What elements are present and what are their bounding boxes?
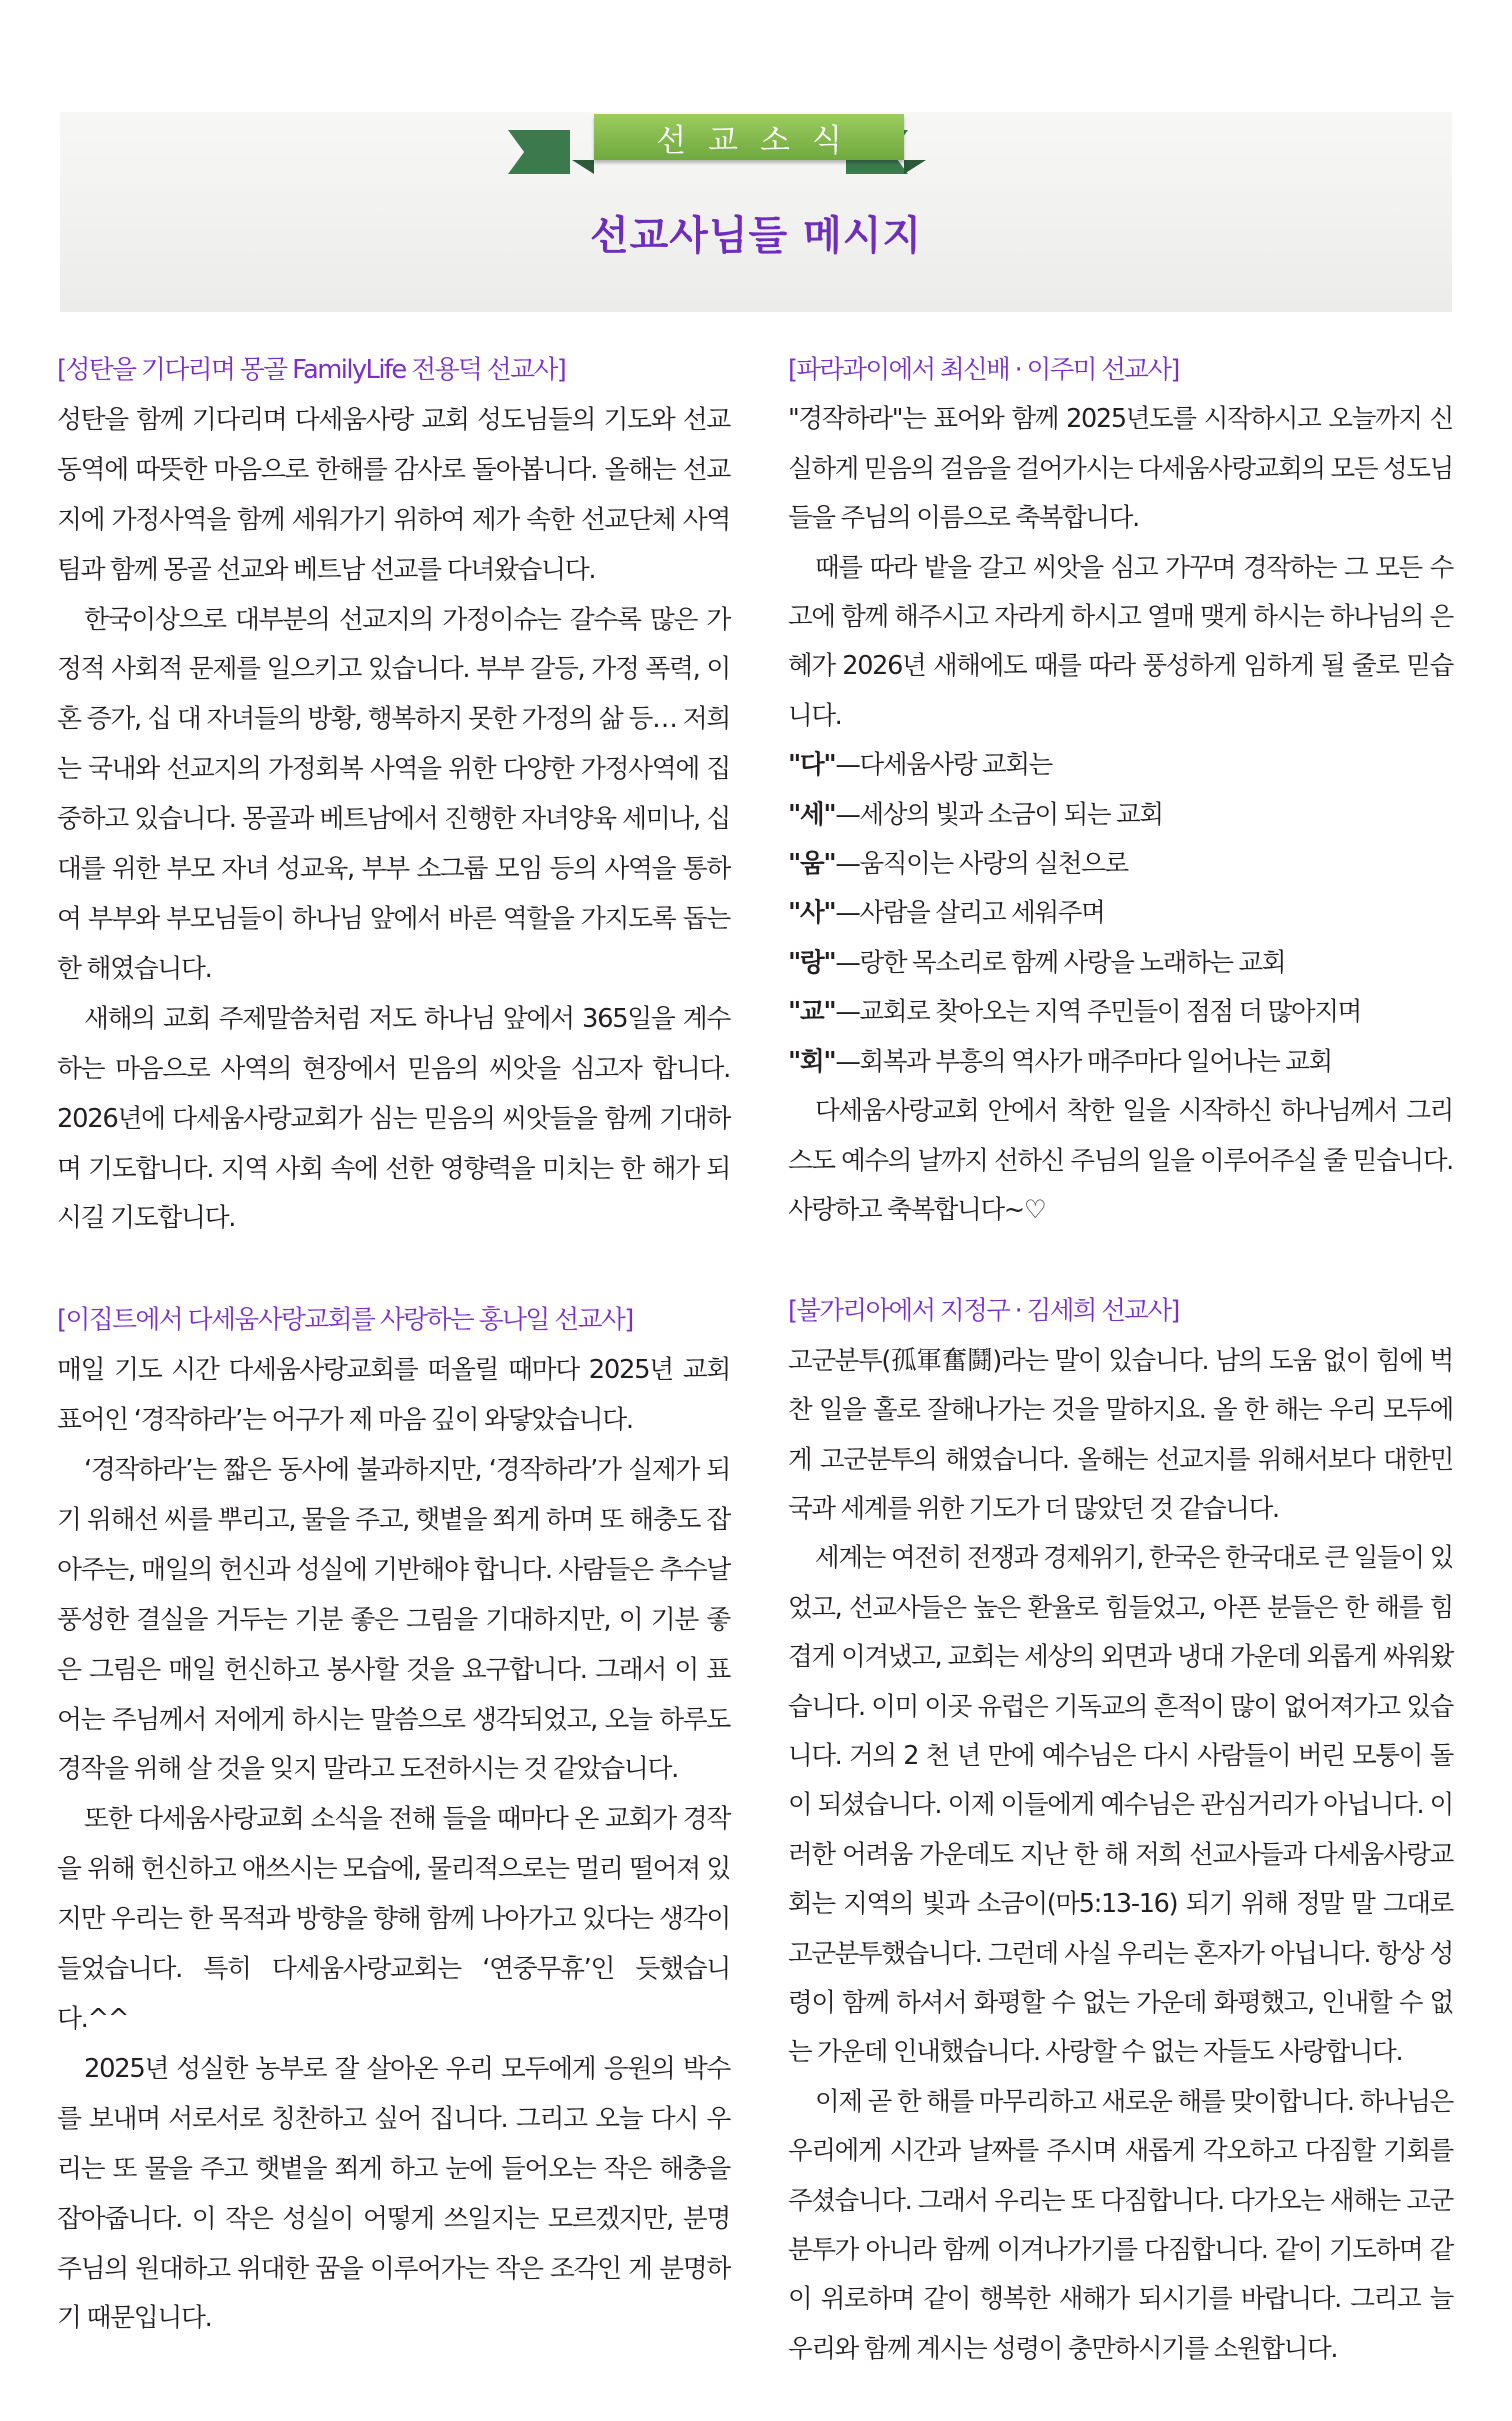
paragraph: ‘경작하라’는 짧은 동사에 불과하지만, ‘경작하라’가 실제가 되기 위해선 씨를 뿌리고, 물을 주고, 햇볕을 쬐게 하며 또 해충도 잡아주는, 매일의 헌신과 성실에 기반해야 합니다. 사람들은 추수날 풍성한 결실을 거두는 기분 좋은 그림을 기대하지만, 이 기분 좋은 그림은 매일 헌신하고 봉사할 것을 요구합니다. 그래서 이 표어는 주님께서 저에게 하시는 말씀으로 생각되었고, 오늘 하루도 경작을 위해 살 것을 잊지 말라고 도전하시는 것 같았습니다. (57, 1455, 730, 1785)
section-ribbon (508, 114, 908, 174)
motto-line: "세"—세상의 빛과 소금이 되는 교회 (788, 799, 1163, 830)
page-title: 선교사님들 메시지 (589, 213, 923, 259)
motto-line: "회"—회복과 부흥의 역사가 매주마다 일어나는 교회 (788, 1046, 1332, 1077)
section-title-bulgaria: [불가리아에서 지정구 · 김세희 선교사] (788, 1296, 1179, 1327)
paragraph: 다세움사랑교회 안에서 착한 일을 시작하신 하나님께서 그리스도 예수의 날까지 선하신 주님의 일을 이루어주실 줄 믿습니다. 사랑하고 축복합니다~♡ (788, 1096, 1453, 1225)
right-column (788, 346, 1453, 2374)
paragraph: 성탄을 함께 기다리며 다세움사랑 교회 성도님들의 기도와 선교동역에 따뜻한 마음으로 한해를 감사로 돌아봅니다. 올해는 선교지에 가정사역을 함께 세워가기 위하여 제가 속한 선교단체 사역팀과 함께 몽골 선교와 베트남 선교를 다녀왔습니다. (57, 404, 730, 585)
ribbon-badge (594, 114, 904, 160)
ribbon-fold-left (572, 160, 594, 174)
paragraph: 매일 기도 시간 다세움사랑교회를 떠올릴 때마다 2025년 교회 표어인 ‘경작하라’는 어구가 제 마음 깊이 와닿았습니다. (57, 1355, 730, 1436)
section-gap (788, 1235, 1453, 1287)
motto-line: "움"—움직이는 사랑의 실천으로 (788, 849, 1128, 880)
motto-line: "다"—다세움사랑 교회는 (788, 750, 1052, 781)
section-title-paraguay: [파라과이에서 최신배 · 이주미 선교사] (788, 355, 1179, 385)
section-title-egypt: [이집트에서 다세움사랑교회를 사랑하는 홍나일 선교사] (57, 1305, 633, 1336)
left-column (57, 346, 730, 2344)
badge-label: 선교소식 (656, 122, 864, 159)
paragraph: 2025년 성실한 농부로 잘 살아온 우리 모두에게 응원의 박수를 보내며 서로서로 칭찬하고 싶어 집니다. 그리고 오늘 다시 우리는 또 물을 주고 햇볕을 쬐게 하고 눈에 들어오는 작은 해충을 잡아줍니다. 이 작은 성실이 어떻게 쓰일지는 모르겠지만, 분명 주님의 원대하고 위대한 꿈을 이루어가는 작은 조각인 게 분명하기 때문입니다. (57, 2053, 730, 2334)
motto-line: "랑"—랑한 목소리로 함께 사랑을 노래하는 교회 (788, 947, 1286, 978)
paragraph: "경작하라"는 표어와 함께 2025년도를 시작하시고 오늘까지 신실하게 믿음의 걸음을 걸어가시는 다세움사랑교회의 모든 성도님들을 주님의 이름으로 축복합니다. (788, 404, 1453, 534)
paragraph: 한국이상으로 대부분의 선교지의 가정이슈는 갈수록 많은 가정적 사회적 문제를 일으키고 있습니다. 부부 갈등, 가정 폭력, 이혼 증가, 십 대 자녀들의 방황, 행복하지 못한 가정의 삶 등… 저희는 국내와 선교지의 가정회복 사역을 위한 다양한 가정사역에 집중하고 있습니다. 몽골과 베트남에서 진행한 자녀양육 세미나, 십 대를 위한 부모 자녀 성교육, 부부 소그룹 모임 등의 사역을 통하여 부부와 부모님들이 하나님 앞에서 바른 역할을 가지도록 돕는 한 해였습니다. (57, 604, 730, 984)
section-gap (57, 1244, 730, 1296)
paragraph: 이제 곧 한 해를 마무리하고 새로운 해를 맞이합니다. 하나님은 우리에게 시간과 날짜를 주시며 새롭게 각오하고 다짐할 기회를 주셨습니다. 그래서 우리는 또 다짐합니다. 다가오는 새해는 고군분투가 아니라 함께 이겨나가기를 다짐합니다. 같이 기도하며 같이 위로하며 같이 행복한 새해가 되시기를 바랍니다. 그리고 늘 우리와 함께 계시는 성령이 충만하시기를 소원합니다. (788, 2086, 1453, 2364)
paragraph: 또한 다세움사랑교회 소식을 전해 들을 때마다 온 교회가 경작을 위해 헌신하고 애쓰시는 모습에, 물리적으로는 멀리 떨어져 있지만 우리는 한 목적과 방향을 향해 함께 나아가고 있다는 생각이 들었습니다. 특히 다세움사랑교회는 ‘연중무휴’인 듯했습니다.^^ (57, 1804, 730, 2034)
paragraph: 고군분투(孤軍奮鬪)라는 말이 있습니다. 남의 도움 없이 힘에 벅찬 일을 홀로 잘해나가는 것을 말하지요. 올 한 해는 우리 모두에게 고군분투의 해였습니다. 올해는 선교지를 위해서보다 대한민국과 세계를 위한 기도가 더 많았던 것 같습니다. (788, 1345, 1453, 1524)
paragraph: 세계는 여전히 전쟁과 경제위기, 한국은 한국대로 큰 일들이 있었고, 선교사들은 높은 환율로 힘들었고, 아픈 분들은 한 해를 힘겹게 이겨냈고, 교회는 세상의 외면과 냉대 가운데 외롭게 싸워왔습니다. 이미 이곳 유럽은 기독교의 흔적이 많이 없어져가고 있습니다. 거의 2 천 년 만에 예수님은 다시 사람들이 버린 모퉁이 돌이 되셨습니다. 이제 이들에게 예수님은 관심거리가 아닙니다. 이러한 어려움 가운데도 지난 한 해 저희 선교사들과 다세움사랑교회는 지역의 빛과 소금이(마5:13-16) 되기 위해 정말 말 그대로 고군분투했습니다. 그런데 사실 우리는 혼자가 아닙니다. 항상 성령이 함께 하셔서 화평할 수 없는 가운데 화평했고, 인내할 수 없는 가운데 인내했습니다. 사랑할 수 없는 자들도 사랑합니다. (788, 1543, 1453, 2068)
motto-line: "교"—교회로 찾아오는 지역 주민들이 점점 더 많아지며 (788, 997, 1362, 1028)
paragraph: 새해의 교회 주제말씀처럼 저도 하나님 앞에서 365일을 계수하는 마음으로 사역의 현장에서 믿음의 씨앗을 심고자 합니다. 2026년에 다세움사랑교회가 심는 믿음의 씨앗들을 함께 기대하며 기도합니다. 지역 사회 속에 선한 영향력을 미치는 한 해가 되시길 기도합니다. (57, 1003, 730, 1234)
section-title-mongolia: [성탄을 기다리며 몽골 FamilyLife 전용덕 선교사] (57, 355, 566, 385)
motto-line: "사"—사람을 살리고 세워주며 (788, 898, 1105, 929)
ribbon-tail-left (508, 130, 570, 174)
paragraph: 때를 따라 밭을 갈고 씨앗을 심고 가꾸며 경작하는 그 모든 수고에 함께 해주시고 자라게 하시고 열매 맺게 하시는 하나님의 은혜가 2026년 새해에도 때를 따라 풍성하게 임하게 될 줄로 믿습니다. (788, 552, 1453, 731)
